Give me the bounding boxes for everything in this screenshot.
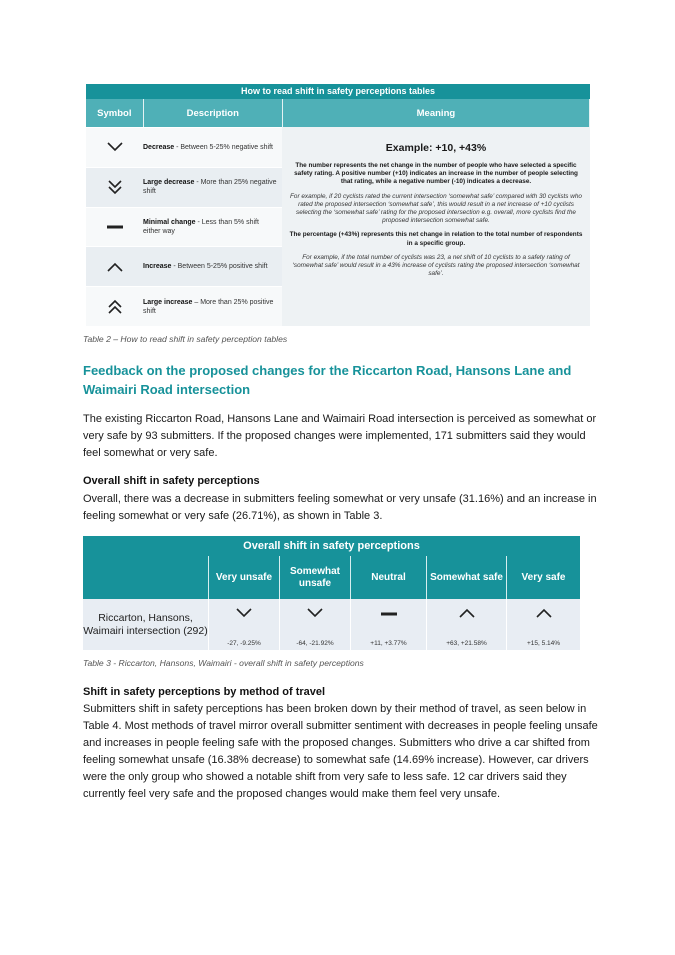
dash-icon: [380, 611, 398, 617]
legend-table-header: [86, 99, 590, 127]
cell-somewhat-unsafe: [279, 599, 350, 650]
legend-desc: - Between 5-25% negative shift: [174, 143, 273, 151]
legend-table-title: How to read shift in safety perceptions tables: [86, 84, 590, 99]
cell-value: -64, -21.92%: [296, 640, 334, 647]
legend-row-decrease: [86, 127, 282, 167]
double-chevron-down-icon: [107, 179, 123, 195]
header-very-safe: Very safe: [506, 556, 580, 599]
legend-term: Minimal change: [143, 218, 196, 226]
meaning-paragraph: For example, if the total number of cyclists was 23, a net shift of 10 cyclists to a safety rating of ‘somewhat safe’ would result in a 43% increase of cyclists rating the proposed intersection ‘somewhat safe’.: [292, 253, 580, 278]
overall-heading: Overall shift in safety perceptions: [83, 475, 260, 487]
header-description: Description: [144, 99, 283, 127]
header-somewhat-unsafe: Somewhat unsafe: [279, 556, 350, 599]
intro-paragraph: The existing Riccarton Road, Hansons Lane and Waimairi Road intersection is perceived as somewhat or very safe by 93 submitters. If the proposed changes were implemented, 171 submitters said they would feel somewhat or very safe.: [83, 413, 597, 459]
legend-row-increase: [86, 246, 282, 286]
header-somewhat-safe: Somewhat safe: [426, 556, 506, 599]
overall-table-title: Overall shift in safety perceptions: [83, 536, 580, 556]
legend-term: Large increase: [143, 298, 193, 306]
chevron-up-icon: [459, 608, 475, 618]
header-neutral: Neutral: [350, 556, 426, 599]
header-very-unsafe: Very unsafe: [208, 556, 279, 599]
double-chevron-up-icon: [107, 299, 123, 315]
cell-very-unsafe: [208, 599, 279, 650]
row-label: Riccarton, Hansons, Waimairi intersection (292): [83, 611, 208, 637]
legend-term: Increase: [143, 263, 172, 271]
dash-icon: [106, 224, 124, 230]
section-heading: Feedback on the proposed changes for the Riccarton Road, Hansons Lane and Waimairi Road intersection: [83, 363, 572, 397]
chevron-down-icon: [236, 608, 252, 618]
meaning-paragraph: For example, if 20 cyclists rated the current intersection ‘somewhat safe’ compared with 30 cyclists who rated the proposed intersection ‘somewhat safe’, this would result in a net increase of +10 cyclists selecting the ‘somewhat safe’ rating for the proposed intersection e.g. overall, more cyclists find the proposed intersection somewhat safe.: [290, 192, 582, 225]
cell-value: -27, -9.25%: [227, 640, 261, 647]
legend-term: Decrease: [143, 143, 175, 151]
header-meaning: Meaning: [283, 99, 590, 127]
cell-somewhat-safe: [426, 599, 506, 650]
table2-caption: Table 2 – How to read shift in safety perception tables: [83, 334, 288, 344]
meaning-example: Example: +10, +43%: [385, 142, 487, 154]
chevron-up-icon: [536, 608, 552, 618]
cell-value: +63, +21.58%: [446, 640, 487, 647]
table3-caption: Table 3 - Riccarton, Hansons, Waimairi - overall shift in safety perceptions: [83, 658, 364, 668]
travel-paragraph: Submitters shift in safety perceptions has been broken down by their method of travel, as seen below in Table 4. Most methods of travel mirror overall submitter sentiment with decreases in people feeling unsafe and increases in people feeling safe with the proposed changes. Submitters who drive a car shifted from feeling somewhat unsafe (16.38% decrease) to somewhat safe (14.69% increase). However, car drivers were the only group who showed a notable shift from very safe to less safe. 12 car drivers said they currently feel very safe and the proposed changes would make them feel very unsafe.: [83, 703, 598, 800]
header-symbol: Symbol: [86, 99, 144, 127]
legend-table: [86, 84, 590, 326]
overall-paragraph: Overall, there was a decrease in submitters feeling somewhat or very unsafe (31.16%) and an increase in feeling somewhat or very safe (26.71%), as shown in Table 3.: [83, 493, 597, 522]
overall-table-header: [83, 556, 580, 599]
legend-desc: – More than 25% positive shift: [143, 298, 274, 315]
legend-desc: - Less than 5% shift either way: [143, 218, 259, 235]
overall-shift-table: [83, 536, 580, 650]
chevron-up-icon: [107, 262, 123, 272]
meaning-cell: [282, 127, 590, 326]
meaning-paragraph: The percentage (+43%) represents this net change in relation to the total number of respondents in a specific group.: [289, 231, 583, 247]
cell-value: +15, 5.14%: [526, 640, 561, 647]
cell-very-safe: [506, 599, 580, 650]
chevron-down-icon: [307, 608, 323, 618]
legend-term: Large decrease: [143, 179, 195, 187]
chevron-down-icon: [107, 142, 123, 152]
cell-value: +11, +3.77%: [370, 640, 407, 647]
legend-desc: - Between 5-25% positive shift: [171, 263, 268, 271]
legend-desc: - More than 25% negative shift: [143, 179, 277, 196]
legend-row-large-decrease: [86, 167, 282, 207]
table-row: [83, 599, 580, 650]
legend-row-minimal-change: [86, 207, 282, 247]
cell-neutral: [350, 599, 426, 650]
meaning-paragraph: The number represents the net change in the number of people who have selected a specific safety rating. A positive number (+10) indicates an increase in the number of people selecting that rating, while a negative number (-10) indicates a decrease.: [294, 162, 578, 186]
legend-row-large-increase: [86, 286, 282, 326]
travel-heading: Shift in safety perceptions by method of travel: [83, 686, 326, 698]
